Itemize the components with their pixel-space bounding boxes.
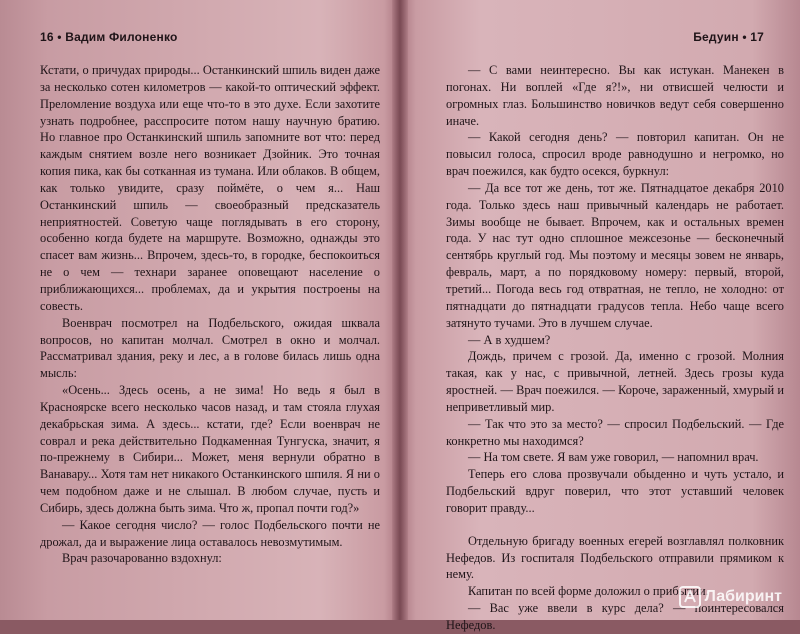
watermark-text: Лабиринт: [704, 588, 782, 605]
paragraph: «Осень... Здесь осень, а не зима! Но ведь я был в Красноярске всего несколько часов назад, и там стояла глухая декабрьская зима. А здесь... кстати, где? Если военврач не соврал и река действительно Подкаменная Тунгуска, значит, я по-прежнему в Сибири... Может, меня вернули обратно в Ванавару... Хотя там нет никакого Останкинского шпиля. Я ни о чем подобном даже и не слышал. В любом случае, пусть и Сибирь, здесь должна быть зима. Что ж, пропал почти год?»: [40, 383, 380, 515]
paragraph: Дождь, причем с грозой. Да, именно с грозой. Молния такая, как у нас, с привычной, летней. Здесь грозы куда яростней. — Врач поежился. — Короче, зараженный, хмурый и неприветливый мир.: [446, 349, 784, 414]
labirint-logo-icon: [679, 586, 701, 608]
paragraph: — С вами неинтересно. Вы как истукан. Манекен в погонах. Ни воплей «Где я?!», ни отвисшей челюсти и огромных глаз. Большинство новичков ведут себя совершенно иначе.: [446, 63, 784, 128]
paragraph: Кстати, о причудах природы... Останкинский шпиль виден даже за несколько сотен километров — какой-то оптический эффект. Преломление воздуха или еще что-то в это духе. Если захотите узнать подробнее, расспросите потом нашу научную братию. Но главное про Останкинский шпиль запомните вот что: перед каждым снятием возле него возникает Дзойник. Это точная копия пика, как бы сотканная из тумана. Или облаков. В общем, как только увидите, сразу поймёте, о чем я... Наш Останкинский шпиль — своеобразный предсказатель неприятностей. Советую чаще поглядывать в его сторону, особенно когда будете на маршруте. Возможно, однажды это спасет вам жизнь... Впрочем, здесь-то, в городке, беспокоиться не о чем — технари заранее оповещают население о приближающихся... проблемах, да и укрытия построены на совесть.: [40, 63, 380, 313]
left-running-head: 16 • Вадим Филоненко: [40, 30, 178, 44]
left-page: [0, 0, 398, 620]
paragraph: Теперь его слова прозвучали обыденно и чуть устало, и Подбельский вдруг поверил, что этот уставший человек говорит правду...: [446, 467, 784, 515]
paragraph: — Какой сегодня день? — повторил капитан. Он не повысил голоса, спросил вроде равнодушно и негромко, но врач поежился, как будто осекся, буркнул:: [446, 130, 784, 179]
right-page-text: [446, 62, 784, 634]
paragraph: — А в худшем?: [468, 332, 551, 347]
paragraph: Врач разочарованно вздохнул:: [62, 551, 222, 566]
paragraph: — На том свете. Я вам уже говорил, — напомнил врач.: [468, 450, 759, 465]
right-page: [402, 0, 800, 632]
labirint-watermark: [679, 586, 782, 608]
paragraph: — Так что это за место? — спросил Подбельский. — Где конкретно мы находимся?: [446, 416, 784, 448]
paragraph: — Какое сегодня число? — голос Подбельского почти не дрожал, да и выражение лица оставалось невозмутимым.: [40, 517, 380, 549]
paragraph: — Да все тот же день, тот же. Пятнадцатое декабря 2010 года. Только здесь наш привычный календарь не работает. Зимы вообще не бывает. Впрочем, как и остальных времен года. У нас тут одно сплошное межсезонье — бесконечный сентябрь круглый год. Мы поэтому и месяцы зовем не январь, февраль, март, а по порядковому номеру: первый, второй, третий... Погода весь год отвратная, не тепло, не холодно: от пятнадцати до пятнадцати градусов тепла. Небо чаще всего затянуто тучами. Это в лучшем случае.: [446, 180, 784, 330]
paragraph: Отдельную бригаду военных егерей возглавлял полковник Нефедов. Из госпиталя Подбельского отправили прямиком к нему.: [446, 533, 784, 582]
paragraph: — Вас уже ввели в курс дела? — поинтересовался Нефедов.: [446, 601, 784, 632]
left-page-text: [40, 62, 380, 567]
right-running-head: Бедуин • 17: [693, 30, 764, 44]
paragraph: Военврач посмотрел на Подбельского, ожидая шквала вопросов, но капитан молчал. Смотрел в окно и молчал. Рассматривал здания, реку и лес, а в голове билась лишь одна мысль:: [40, 315, 380, 381]
paragraph: Капитан по всей форме доложил о прибытии.: [468, 584, 709, 599]
